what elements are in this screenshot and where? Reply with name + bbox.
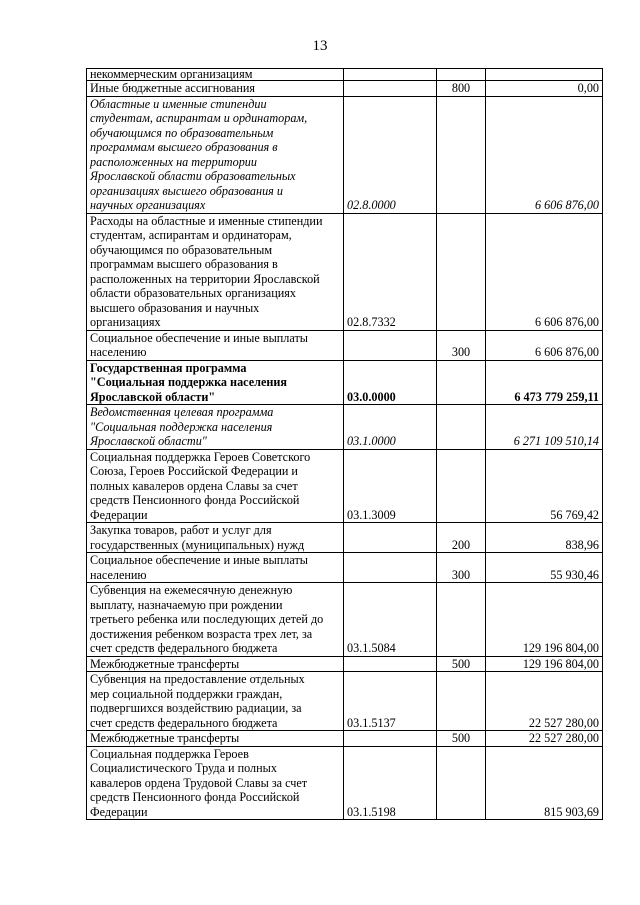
table-row bbox=[87, 656, 603, 672]
row-code-cell: 03.0.0000 bbox=[344, 360, 437, 405]
row-expense-type-cell bbox=[437, 583, 486, 657]
row-code-cell: 03.1.5198 bbox=[344, 746, 437, 820]
table-row bbox=[87, 746, 603, 820]
table-row bbox=[87, 96, 603, 213]
row-sum-cell bbox=[486, 69, 603, 81]
row-code-cell bbox=[344, 553, 437, 583]
row-expense-type-cell bbox=[437, 405, 486, 450]
table-row bbox=[87, 449, 603, 523]
row-name-cell: Субвенция на предоставление отдельных мер социальной поддержки граждан, подвергшихся воздействию радиации, за счет средств федерального бюджета bbox=[87, 672, 344, 731]
row-expense-type-cell: 800 bbox=[437, 81, 486, 97]
row-expense-type-cell bbox=[437, 69, 486, 81]
row-name-cell: Социальное обеспечение и иные выплаты населению bbox=[87, 553, 344, 583]
row-sum-cell: 129 196 804,00 bbox=[486, 656, 603, 672]
row-sum-cell: 56 769,42 bbox=[486, 449, 603, 523]
row-name-cell: Социальная поддержка Героев Социалистического Труда и полных кавалеров ордена Трудовой Славы за счет средств Пенсионного фонда Российской Федерации bbox=[87, 746, 344, 820]
table-row bbox=[87, 360, 603, 405]
row-expense-type-cell: 500 bbox=[437, 656, 486, 672]
row-code-cell: 03.1.5084 bbox=[344, 583, 437, 657]
row-code-cell bbox=[344, 656, 437, 672]
row-name-cell: Межбюджетные трансферты bbox=[87, 656, 344, 672]
table-row bbox=[87, 583, 603, 657]
row-sum-cell: 55 930,46 bbox=[486, 553, 603, 583]
row-code-cell: 03.1.3009 bbox=[344, 449, 437, 523]
row-name-cell: Областные и именные стипендии студентам, аспирантам и ординаторам, обучающимся по образовательным программам высшего образования в расположенных на территории Ярославской области образовательных организациях высшего образования и научных организациях bbox=[87, 96, 344, 213]
table-row bbox=[87, 731, 603, 747]
row-sum-cell: 838,96 bbox=[486, 523, 603, 553]
table-row bbox=[87, 330, 603, 360]
row-sum-cell: 0,00 bbox=[486, 81, 603, 97]
budget-table-body bbox=[87, 69, 603, 820]
row-sum-cell: 6 606 876,00 bbox=[486, 213, 603, 330]
row-sum-cell: 6 606 876,00 bbox=[486, 96, 603, 213]
row-code-cell: 02.8.7332 bbox=[344, 213, 437, 330]
table-row bbox=[87, 81, 603, 97]
row-expense-type-cell bbox=[437, 213, 486, 330]
budget-table bbox=[86, 68, 603, 820]
row-name-cell: Иные бюджетные ассигнования bbox=[87, 81, 344, 97]
row-sum-cell: 22 527 280,00 bbox=[486, 731, 603, 747]
row-sum-cell: 22 527 280,00 bbox=[486, 672, 603, 731]
row-sum-cell: 129 196 804,00 bbox=[486, 583, 603, 657]
row-name-cell: Социальная поддержка Героев Советского Союза, Героев Российской Федерации и полных кавалеров ордена Славы за счет средств Пенсионного фонда Российской Федерации bbox=[87, 449, 344, 523]
table-row bbox=[87, 213, 603, 330]
row-expense-type-cell bbox=[437, 672, 486, 731]
row-name-cell: Закупка товаров, работ и услуг для государственных (муниципальных) нужд bbox=[87, 523, 344, 553]
row-expense-type-cell: 200 bbox=[437, 523, 486, 553]
table-row bbox=[87, 405, 603, 450]
row-code-cell: 03.1.0000 bbox=[344, 405, 437, 450]
table-row bbox=[87, 553, 603, 583]
row-name-cell: Ведомственная целевая программа "Социальная поддержка населения Ярославской области" bbox=[87, 405, 344, 450]
row-code-cell bbox=[344, 69, 437, 81]
row-name-cell: Субвенция на ежемесячную денежную выплату, назначаемую при рождении третьего ребенка или последующих детей до достижения ребенком возраста трех лет, за счет средств федерального бюджета bbox=[87, 583, 344, 657]
row-code-cell bbox=[344, 731, 437, 747]
row-name-cell: Расходы на областные и именные стипендии студентам, аспирантам и ординаторам, обучающимся по образовательным программам высшего образования в расположенных на территории Ярославской области образовательных организациях высшего образования и научных организациях bbox=[87, 213, 344, 330]
row-sum-cell: 6 271 109 510,14 bbox=[486, 405, 603, 450]
row-name-cell: некоммерческим организациям bbox=[87, 69, 344, 81]
row-code-cell bbox=[344, 330, 437, 360]
table-row bbox=[87, 69, 603, 81]
table-row bbox=[87, 672, 603, 731]
row-expense-type-cell bbox=[437, 746, 486, 820]
page-number: 13 bbox=[312, 38, 328, 54]
row-name-cell: Межбюджетные трансферты bbox=[87, 731, 344, 747]
row-name-cell: Социальное обеспечение и иные выплаты населению bbox=[87, 330, 344, 360]
row-expense-type-cell: 500 bbox=[437, 731, 486, 747]
row-sum-cell: 815 903,69 bbox=[486, 746, 603, 820]
row-name-cell: Государственная программа "Социальная поддержка населения Ярославской области" bbox=[87, 360, 344, 405]
row-expense-type-cell bbox=[437, 96, 486, 213]
row-code-cell: 03.1.5137 bbox=[344, 672, 437, 731]
row-code-cell: 02.8.0000 bbox=[344, 96, 437, 213]
table-row bbox=[87, 523, 603, 553]
row-expense-type-cell: 300 bbox=[437, 553, 486, 583]
row-expense-type-cell bbox=[437, 449, 486, 523]
row-sum-cell: 6 606 876,00 bbox=[486, 330, 603, 360]
row-expense-type-cell bbox=[437, 360, 486, 405]
row-code-cell bbox=[344, 523, 437, 553]
row-expense-type-cell: 300 bbox=[437, 330, 486, 360]
row-code-cell bbox=[344, 81, 437, 97]
row-sum-cell: 6 473 779 259,11 bbox=[486, 360, 603, 405]
